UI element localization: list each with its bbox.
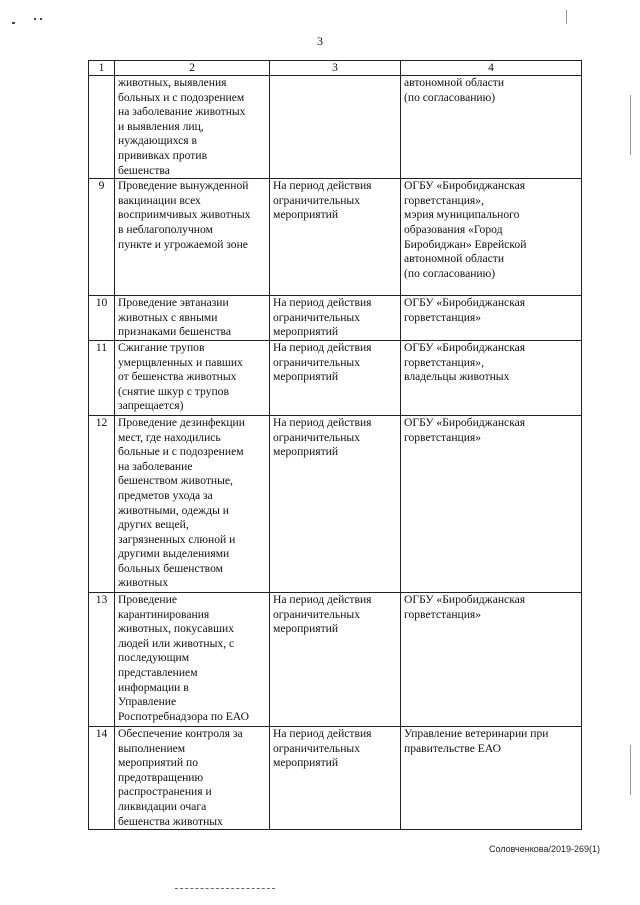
scan-speck — [34, 18, 36, 20]
responsible-cell: ОГБУ «Биробиджанская горветстанция» — [401, 592, 582, 726]
period-cell — [270, 76, 401, 179]
responsible-cell: ОГБУ «Биробиджанская горветстанция», владельцы животных — [401, 340, 582, 415]
table-header-row — [89, 61, 582, 76]
action-cell: Обеспечение контроля за выполнением мероприятий по предотвращению распространения и ликвидации очага бешенства животных — [115, 726, 270, 829]
responsible-cell: ОГБУ «Биробиджанская горветстанция» — [401, 415, 582, 592]
table-row — [89, 76, 582, 179]
period-cell: На период действия ограничительных мероприятий — [270, 340, 401, 415]
responsible-cell: ОГБУ «Биробиджанская горветстанция», мэрия муниципального образования «Город Биробиджан» Еврейской автономной области (по согласованию) — [401, 179, 582, 296]
scan-edge-mark — [566, 10, 567, 24]
period-cell: На период действия ограничительных мероприятий — [270, 179, 401, 296]
scan-edge-line — [175, 888, 275, 890]
period-cell: На период действия ограничительных мероприятий — [270, 415, 401, 592]
measures-table — [88, 60, 582, 830]
column-header: 2 — [115, 61, 270, 76]
action-cell: животных, выявления больных и с подозрением на заболевание животных и выявления лиц, нуждающихся в прививках против бешенства — [115, 76, 270, 179]
action-cell: Проведение карантинирования животных, покусавших людей или животных, с последующим представлением информации в Управление Роспотребнадзора по ЕАО — [115, 592, 270, 726]
table-row — [89, 296, 582, 341]
row-number: 14 — [89, 726, 115, 829]
action-cell: Проведение дезинфекции мест, где находились больные и с подозрением на заболевание бешенством животные, предметов ухода за животными, одежды и других вещей, загрязненных слюной и другими выделениями больных бешенством животных — [115, 415, 270, 592]
table-row — [89, 592, 582, 726]
period-cell: На период действия ограничительных мероприятий — [270, 726, 401, 829]
responsible-cell: Управление ветеринарии при правительстве ЕАО — [401, 726, 582, 829]
row-number — [89, 76, 115, 179]
document-footer-code: Соловченкова/2019-269(1) — [489, 844, 600, 854]
period-cell: На период действия ограничительных мероприятий — [270, 296, 401, 341]
scan-edge-mark — [630, 745, 631, 795]
action-cell: Сжигание трупов умерщвленных и павших от бешенства животных (снятие шкур с трупов запрещается) — [115, 340, 270, 415]
scan-edge-mark — [630, 95, 631, 155]
table-row — [89, 726, 582, 829]
column-header: 4 — [401, 61, 582, 76]
row-number: 10 — [89, 296, 115, 341]
table-row — [89, 415, 582, 592]
period-cell: На период действия ограничительных мероприятий — [270, 592, 401, 726]
row-number: 13 — [89, 592, 115, 726]
row-number: 9 — [89, 179, 115, 296]
row-number: 12 — [89, 415, 115, 592]
scan-speck — [40, 18, 42, 20]
row-number: 11 — [89, 340, 115, 415]
table-row — [89, 179, 582, 296]
table-row — [89, 340, 582, 415]
scan-speck — [12, 22, 15, 24]
column-header: 1 — [89, 61, 115, 76]
column-header: 3 — [270, 61, 401, 76]
action-cell: Проведение эвтаназии животных с явными признаками бешенства — [115, 296, 270, 341]
page-number: 3 — [317, 34, 323, 48]
responsible-cell: автономной области (по согласованию) — [401, 76, 582, 179]
responsible-cell: ОГБУ «Биробиджанская горветстанция» — [401, 296, 582, 341]
action-cell: Проведение вынужденной вакцинации всех восприимчивых животных в неблагополучном пункте и угрожаемой зоне — [115, 179, 270, 296]
